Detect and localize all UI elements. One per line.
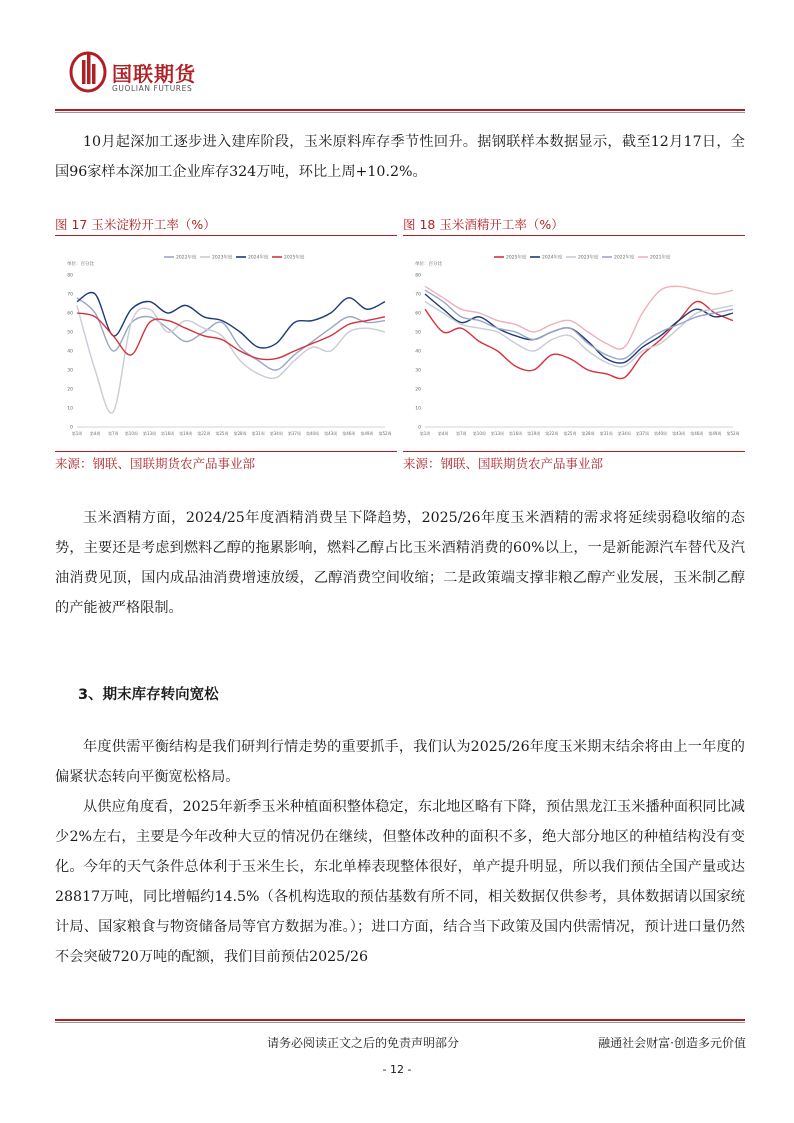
- y-tick-label: 70: [67, 292, 73, 298]
- x-tick-label: 第37周: [635, 431, 649, 436]
- y-tick-label: 80: [415, 273, 421, 279]
- y-unit-label: 单位：百分比: [415, 262, 442, 267]
- header-divider: [55, 109, 745, 111]
- y-tick-label: 40: [67, 349, 73, 355]
- series-line-2024年度: [77, 292, 385, 348]
- x-tick-label: 第16周: [509, 431, 523, 436]
- header-divider-thin: [55, 112, 745, 113]
- legend-label: 2022年度: [176, 255, 197, 261]
- x-tick-label: 第46周: [342, 431, 356, 436]
- series-line-2022年度: [77, 298, 385, 370]
- section-heading: 3、期末库存转向宽松: [78, 687, 219, 703]
- figure-17: [55, 211, 397, 471]
- y-unit-label: 单位：百分比: [67, 262, 94, 267]
- legend-label: 2025年度: [506, 255, 527, 261]
- x-tick-label: 第10周: [472, 431, 486, 436]
- y-tick-label: 50: [67, 330, 73, 336]
- y-tick-label: 10: [415, 406, 421, 412]
- figure-18-chart: [403, 237, 745, 449]
- x-tick-label: 第52周: [378, 431, 392, 436]
- figure-18-title-bar: [403, 211, 745, 236]
- paragraph-alcohol: 玉米酒精方面，2024/25年度酒精消费呈下降趋势，2025/26年度玉米酒精的需求将延续弱稳收缩的态势，主要还是考虑到燃料乙醇的拖累影响，燃料乙醇占比玉米酒精消费的60%以上，一是新能源汽车替代及汽油消费见顶，国内成品油消费增速放缓，乙醇消费空间收缩；二是政策端支撑非粮乙醇产业发展，玉米制乙醇的产能被严格限制。: [55, 510, 745, 616]
- legend-label: 2024年度: [248, 255, 269, 261]
- legend-label: 2023年度: [212, 255, 233, 261]
- y-tick-label: 0: [70, 425, 73, 431]
- y-tick-label: 70: [415, 292, 421, 298]
- x-tick-label: 第4周: [437, 431, 449, 436]
- legend-label: 2025年度: [284, 255, 305, 261]
- x-tick-label: 第22周: [545, 431, 559, 436]
- x-tick-label: 第19周: [527, 431, 541, 436]
- x-tick-label: 第19周: [179, 431, 193, 436]
- x-tick-label: 第7周: [455, 431, 467, 436]
- figure-18-source: 来源：钢联、国联期货农产品事业部: [403, 456, 604, 471]
- x-tick-label: 第28周: [233, 431, 247, 436]
- y-tick-label: 60: [67, 311, 73, 317]
- x-tick-label: 第4周: [89, 431, 101, 436]
- x-tick-label: 第13周: [490, 431, 505, 436]
- logo-text: 国联期货: [112, 62, 196, 86]
- footer-slogan: 融通社会财富·创造多元价值: [598, 1036, 746, 1050]
- y-tick-label: 40: [415, 349, 421, 355]
- x-tick-label: 第34周: [269, 431, 283, 436]
- x-tick-label: 第16周: [161, 431, 175, 436]
- x-tick-label: 第52周: [726, 431, 740, 436]
- x-tick-label: 第22周: [197, 431, 211, 436]
- legend-label: 2024年度: [542, 255, 563, 261]
- x-tick-label: 第34周: [617, 431, 631, 436]
- y-tick-label: 0: [418, 425, 421, 431]
- x-tick-label: 第49周: [360, 431, 374, 436]
- x-tick-label: 第25周: [215, 431, 229, 436]
- x-tick-label: 第31周: [251, 431, 265, 436]
- figure-17-source-bar: [55, 451, 397, 472]
- page-number: - 12 -: [382, 1063, 412, 1076]
- x-tick-label: 第25周: [563, 431, 577, 436]
- figure-18-source-bar: [403, 451, 745, 472]
- figure-17-chart: [55, 237, 397, 449]
- series-line-2025年度: [425, 301, 733, 378]
- y-tick-label: 20: [67, 387, 73, 393]
- x-tick-label: 第43周: [672, 431, 686, 436]
- y-tick-label: 30: [67, 368, 73, 374]
- x-tick-label: 第28周: [581, 431, 595, 436]
- footer-divider: [55, 1019, 745, 1021]
- x-tick-label: 第1周: [419, 431, 431, 436]
- x-tick-label: 第46周: [690, 431, 704, 436]
- x-tick-label: 第37周: [287, 431, 301, 436]
- x-tick-label: 第7周: [107, 431, 119, 436]
- x-tick-label: 第40周: [653, 431, 668, 436]
- legend-label: 2021年度: [650, 255, 671, 261]
- figure-17-title-bar: [55, 211, 397, 236]
- y-tick-label: 60: [415, 311, 421, 317]
- paragraph-supply: 从供应角度看，2025年新季玉米种植面积整体稳定，东北地区略有下降，预估黑龙江玉米播种面积同比减少2%左右，主要是今年改种大豆的情况仍在继续，但整体改种的面积不多，绝大部分地区的种植结构没有变化。今年的天气条件总体利于玉米生长，东北单棒表现整体很好，单产提升明显，所以我们预估全国产量或达28817万吨，同比增幅约14.5%（各机构选取的预估基数有所不同，相关数据仅供参考，具体数据请以国家统计局、国家粮食与物资储备局等官方数据为准。）；进口方面，结合当下政策及国内供需情况，预计进口量仍然不会突破720万吨的配额，我们目前预估2025/26: [55, 799, 745, 965]
- y-tick-label: 50: [415, 330, 421, 336]
- footer-disclaimer: 请务必阅读正文之后的免责声明部分: [267, 1036, 460, 1050]
- paragraph-balance: 年度供需平衡结构是我们研判行情走势的重要抓手，我们认为2025/26年度玉米期末结余将由上一年度的偏紧状态转向平衡宽松格局。: [55, 739, 745, 785]
- y-tick-label: 20: [415, 387, 421, 393]
- figure-18-title: 图 18 玉米酒精开工率（%）: [403, 217, 564, 232]
- figure-17-title: 图 17 玉米淀粉开工率（%）: [55, 217, 216, 232]
- logo-subtitle: GUOLIAN FUTURES: [112, 84, 193, 93]
- x-tick-label: 第49周: [708, 431, 722, 436]
- x-tick-label: 第1周: [71, 431, 83, 436]
- series-line-2021年度: [425, 286, 733, 349]
- footer-divider-thin: [55, 1022, 745, 1023]
- y-tick-label: 80: [67, 273, 73, 279]
- figure-17-source: 来源：钢联、国联期货农产品事业部: [55, 456, 256, 471]
- legend-label: 2022年度: [614, 255, 635, 261]
- legend-label: 2023年度: [578, 255, 599, 261]
- paragraph-inventory: 10月起深加工逐步进入建库阶段，玉米原料库存季节性回升。据钢联样本数据显示，截至12月17日，全国96家样本深加工企业库存324万吨，环比上周+10.2%。: [55, 134, 745, 180]
- x-tick-label: 第13周: [142, 431, 157, 436]
- y-tick-label: 10: [67, 406, 73, 412]
- y-tick-label: 30: [415, 368, 421, 374]
- figure-18: [403, 211, 745, 471]
- series-line-2024年度: [425, 294, 733, 363]
- x-tick-label: 第10周: [124, 431, 138, 436]
- x-tick-label: 第43周: [324, 431, 338, 436]
- x-tick-label: 第40周: [305, 431, 320, 436]
- x-tick-label: 第31周: [599, 431, 613, 436]
